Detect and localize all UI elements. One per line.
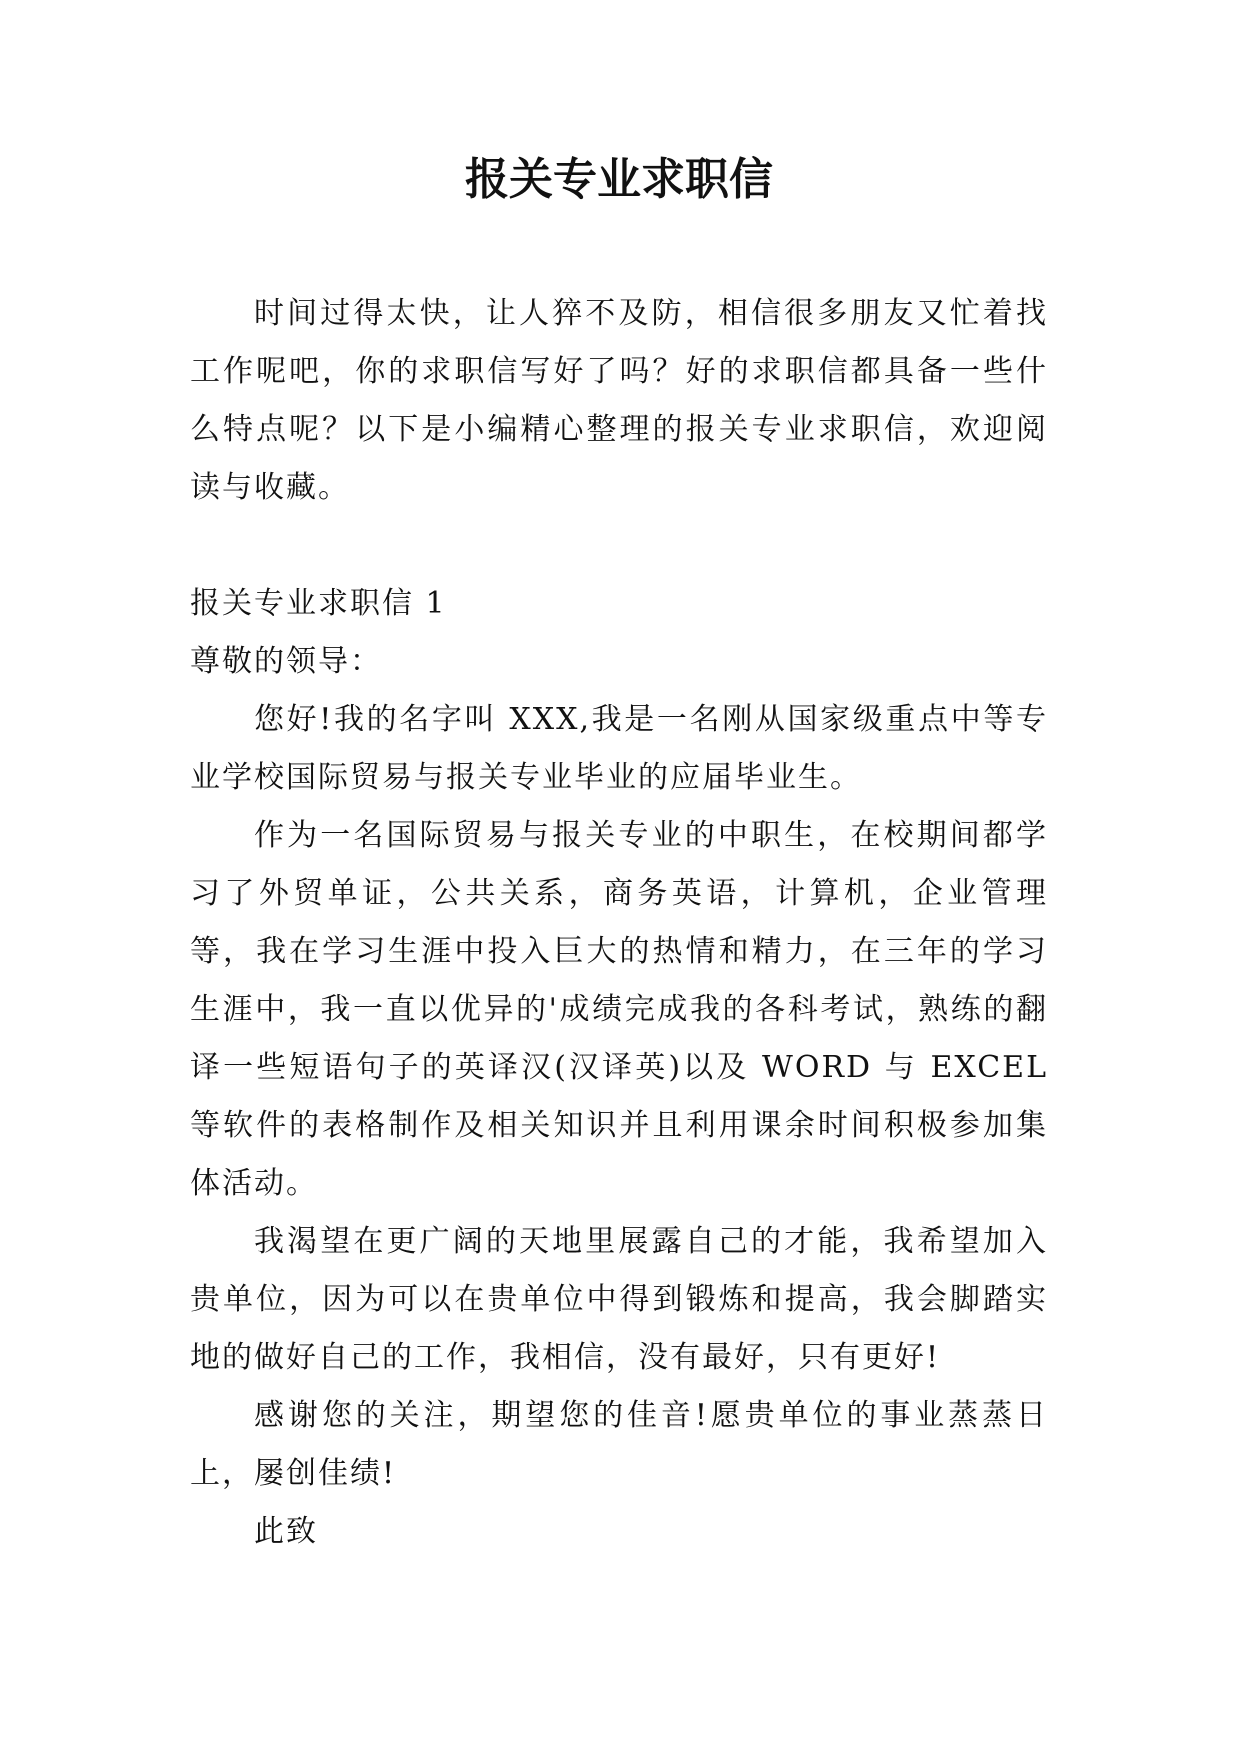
paragraph-study: 作为一名国际贸易与报关专业的中职生，在校期间都学习了外贸单证，公共关系，商务英语，计算机，企业管理等，我在学习生涯中投入巨大的热情和精力，在三年的学习生涯中，我一直以优异的'成绩完成我的各科考试，熟练的翻译一些短语句子的英译汉(汉译英)以及 WORD 与 EXCEL 等软件的表格制作及相关知识并且利用课余时间积极参加集体活动。 <box>190 818 1048 1201</box>
paragraph-aspiration: 我渴望在更广阔的天地里展露自己的才能，我希望加入贵单位，因为可以在贵单位中得到锻炼和提高，我会脚踏实地的做好自己的工作，我相信，没有最好，只有更好! <box>190 1224 1048 1375</box>
closing: 此致 <box>254 1514 318 1549</box>
paragraph-greeting: 您好!我的名字叫 XXX,我是一名刚从国家级重点中等专业学校国际贸易与报关专业毕业的应届毕业生。 <box>190 702 1048 795</box>
document-body <box>190 285 1048 1561</box>
paragraph-thanks: 感谢您的关注，期望您的佳音!愿贵单位的事业蒸蒸日上，屡创佳绩! <box>190 1398 1048 1491</box>
salutation: 尊敬的领导： <box>190 644 382 679</box>
section-heading: 报关专业求职信 1 <box>190 586 447 621</box>
intro-paragraph: 时间过得太快，让人猝不及防，相信很多朋友又忙着找工作呢吧，你的求职信写好了吗？好的求职信都具备一些什么特点呢？以下是小编精心整理的报关专业求职信，欢迎阅读与收藏。 <box>190 296 1048 505</box>
page-title: 报关专业求职信 <box>465 154 773 205</box>
paragraph-gap <box>190 517 1048 575</box>
